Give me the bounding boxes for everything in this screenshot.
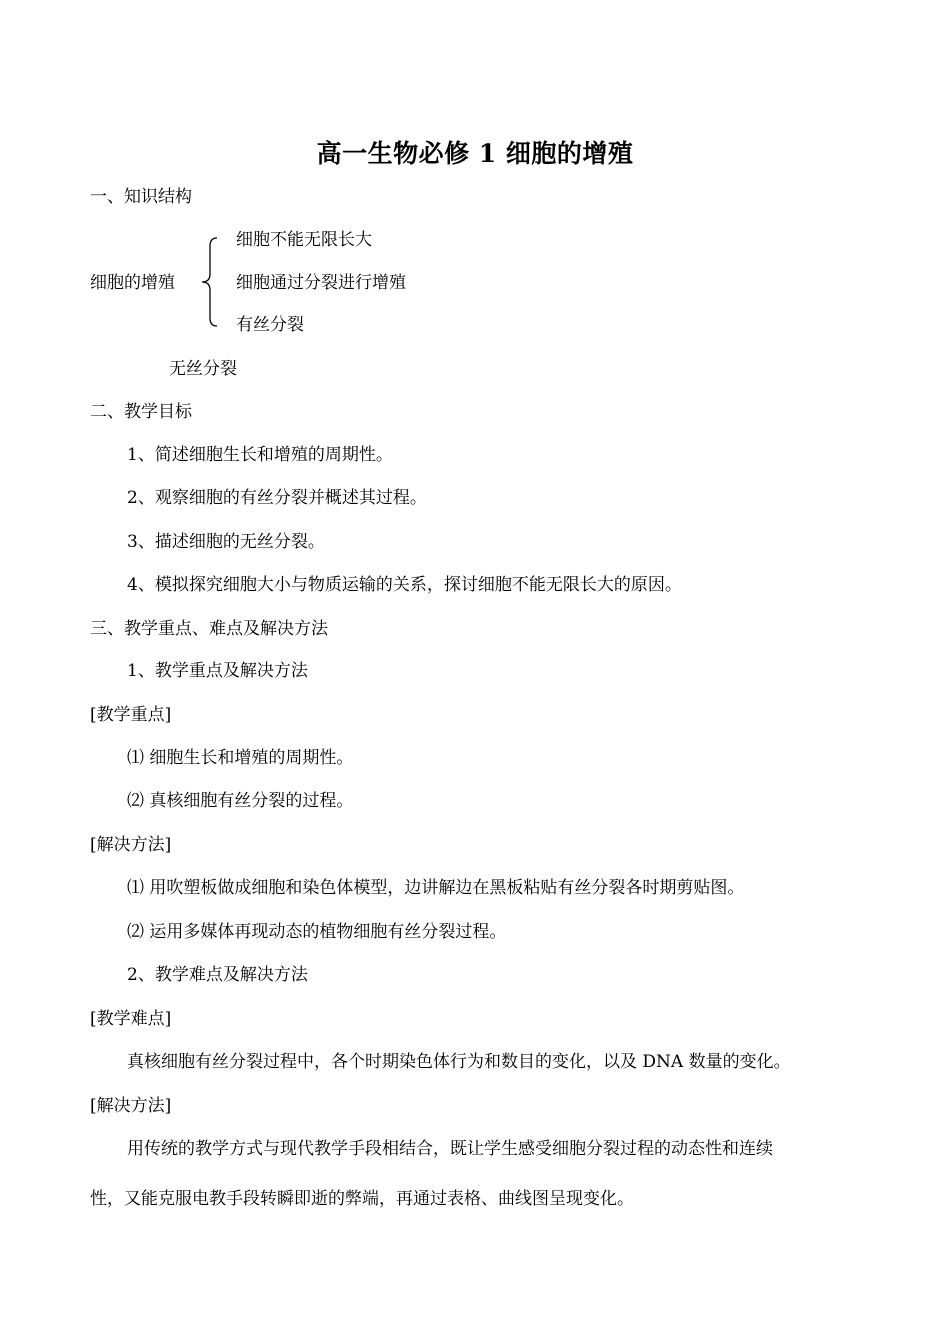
method-paragraph-line: 用传统的教学方式与现代教学手段相结合，既让学生感受细胞分裂过程的动态性和连续 xyxy=(127,1139,773,1159)
section-heading-keypoints: 三、教学重点、难点及解决方法 xyxy=(90,619,328,639)
difficulty-text: 真核细胞有丝分裂过程中，各个时期染色体行为和数目的变化，以及 DNA 数量的变化。 xyxy=(127,1052,791,1072)
goal-item: 1、简述细胞生长和增殖的周期性。 xyxy=(127,445,393,465)
label-method: [解决方法] xyxy=(90,835,172,855)
section-heading-goals: 二、教学目标 xyxy=(90,402,192,422)
structure-branch-3: 有丝分裂 xyxy=(236,315,304,335)
structure-extra: 无丝分裂 xyxy=(169,359,237,379)
structure-branch-1: 细胞不能无限长大 xyxy=(236,230,372,250)
curly-brace-icon xyxy=(199,236,221,328)
method-item: ⑵ 运用多媒体再现动态的植物细胞有丝分裂过程。 xyxy=(127,922,507,942)
structure-root: 细胞的增殖 xyxy=(90,273,175,293)
goal-item: 4、模拟探究细胞大小与物质运输的关系，探讨细胞不能无限长大的原因。 xyxy=(127,575,682,595)
structure-branch-2: 细胞通过分裂进行增殖 xyxy=(236,273,406,293)
subheading-key: 1、教学重点及解决方法 xyxy=(127,661,308,681)
label-key-points: [教学重点] xyxy=(90,705,172,725)
label-method-2: [解决方法] xyxy=(90,1096,172,1116)
key-item: ⑴ 细胞生长和增殖的周期性。 xyxy=(127,748,354,768)
goal-item: 2、观察细胞的有丝分裂并概述其过程。 xyxy=(127,488,427,508)
method-paragraph-line: 性，又能克服电教手段转瞬即逝的弊端，再通过表格、曲线图呈现变化。 xyxy=(90,1189,634,1209)
label-difficulty: [教学难点] xyxy=(90,1009,172,1029)
key-item: ⑵ 真核细胞有丝分裂的过程。 xyxy=(127,791,354,811)
goal-item: 3、描述细胞的无丝分裂。 xyxy=(127,532,325,552)
section-heading-structure: 一、知识结构 xyxy=(90,187,192,207)
method-item: ⑴ 用吹塑板做成细胞和染色体模型，边讲解边在黑板粘贴有丝分裂各时期剪贴图。 xyxy=(127,878,745,898)
page-title: 高一生物必修 1 细胞的增殖 xyxy=(316,139,634,168)
subheading-difficulty: 2、教学难点及解决方法 xyxy=(127,965,308,985)
